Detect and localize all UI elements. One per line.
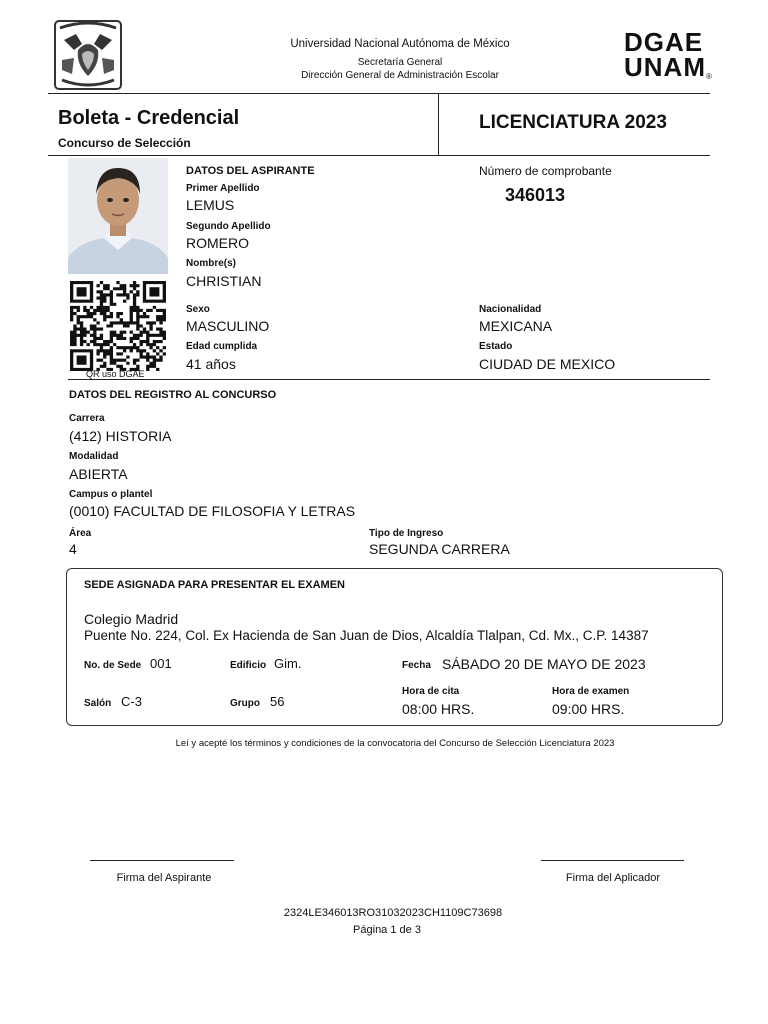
no-sede-label: No. de Sede — [84, 660, 142, 671]
nombres-label: Nombre(s) — [186, 258, 237, 269]
modalidad-value: ABIERTA — [69, 466, 128, 482]
nacionalidad-value: MEXICANA — [479, 318, 553, 334]
edificio-value: Gim. — [274, 656, 302, 671]
sexo-value: MASCULINO — [186, 318, 270, 334]
document-code: 2324LE346013RO31032023CH1109C73698 — [283, 907, 503, 919]
unam-seal-icon — [54, 20, 122, 90]
firma-aspirante-label: Firma del Aspirante — [116, 872, 212, 884]
level-title: LICENCIATURA 2023 — [479, 112, 667, 133]
aspirante-section-title: DATOS DEL ASPIRANTE — [186, 165, 315, 177]
title-divider — [438, 93, 439, 155]
sexo-label: Sexo — [186, 304, 210, 315]
registered-mark: ® — [706, 72, 712, 81]
salon-value: C-3 — [121, 694, 142, 709]
estado-value: CIUDAD DE MEXICO — [479, 356, 616, 372]
document-subtitle: Concurso de Selección — [58, 136, 191, 150]
comprobante-value: 346013 — [505, 185, 566, 205]
tipo-ingreso-label: Tipo de Ingreso — [369, 528, 444, 539]
qr-code — [70, 281, 166, 371]
campus-label: Campus o plantel — [69, 489, 153, 500]
firma-aspirante-line — [90, 860, 234, 861]
header-rule — [48, 93, 710, 94]
edad-value: 41 años — [186, 356, 236, 372]
applicant-photo — [68, 158, 168, 274]
grupo-label: Grupo — [230, 698, 260, 709]
primer-apellido-label: Primer Apellido — [186, 183, 260, 194]
primer-apellido-value: LEMUS — [186, 197, 235, 213]
hora-cita-label: Hora de cita — [402, 686, 460, 697]
document-title: Boleta - Credencial — [58, 107, 240, 129]
hora-examen-value: 09:00 HRS. — [552, 701, 625, 717]
hora-examen-label: Hora de examen — [552, 686, 630, 697]
fecha-value: SÁBADO 20 DE MAYO DE 2023 — [442, 656, 646, 672]
edificio-label: Edificio — [230, 660, 267, 671]
terms-text: Leí y acepté los términos y condiciones de la convocatoria del Concurso de Selección Licenciatura 2023 — [175, 738, 615, 749]
title-rule — [48, 155, 710, 156]
tipo-ingreso-value: SEGUNDA CARRERA — [369, 541, 510, 557]
modalidad-label: Modalidad — [69, 451, 119, 462]
nombres-value: CHRISTIAN — [186, 273, 262, 289]
area-value: 4 — [69, 541, 77, 557]
hora-cita-value: 08:00 HRS. — [402, 701, 475, 717]
page-number: Página 1 de 3 — [353, 924, 421, 936]
no-sede-value: 001 — [150, 656, 172, 671]
logo-line1: DGAE — [624, 27, 704, 57]
segundo-apellido-label: Segundo Apellido — [186, 221, 271, 232]
sede-nombre: Colegio Madrid — [84, 611, 179, 627]
logo-line2: UNAM — [624, 52, 706, 82]
sede-section-title: SEDE ASIGNADA PARA PRESENTAR EL EXAMEN — [84, 579, 345, 591]
university-name: Universidad Nacional Autónoma de México — [290, 38, 510, 50]
firma-aplicador-label: Firma del Aplicador — [565, 872, 661, 884]
area-label: Área — [69, 528, 92, 539]
sede-direccion: Puente No. 224, Col. Ex Hacienda de San Juan de Dios, Alcaldía Tlalpan, Cd. Mx., C.P. 14387 — [84, 628, 649, 643]
carrera-label: Carrera — [69, 413, 105, 424]
direccion-name: Dirección General de Administración Escolar — [301, 70, 499, 81]
comprobante-label: Número de comprobante — [479, 164, 612, 178]
aspirante-rule — [68, 379, 710, 380]
edad-label: Edad cumplida — [186, 341, 258, 352]
segundo-apellido-value: ROMERO — [186, 235, 249, 251]
campus-value: (0010) FACULTAD DE FILOSOFIA Y LETRAS — [69, 503, 356, 519]
sede-box — [66, 568, 723, 726]
salon-label: Salón — [84, 698, 112, 709]
fecha-label: Fecha — [402, 660, 431, 671]
qr-caption: QR uso DGAE — [86, 369, 145, 379]
grupo-value: 56 — [270, 694, 285, 709]
secretaria-name: Secretaría General — [357, 57, 443, 68]
unam-seal — [54, 20, 122, 90]
nacionalidad-label: Nacionalidad — [479, 304, 542, 315]
qr-code-icon — [70, 281, 166, 371]
carrera-value: (412) HISTORIA — [69, 428, 172, 444]
registro-section-title: DATOS DEL REGISTRO AL CONCURSO — [69, 389, 277, 401]
firma-aplicador-line — [541, 860, 684, 861]
estado-label: Estado — [479, 341, 513, 352]
dgae-unam-logo — [624, 27, 716, 82]
